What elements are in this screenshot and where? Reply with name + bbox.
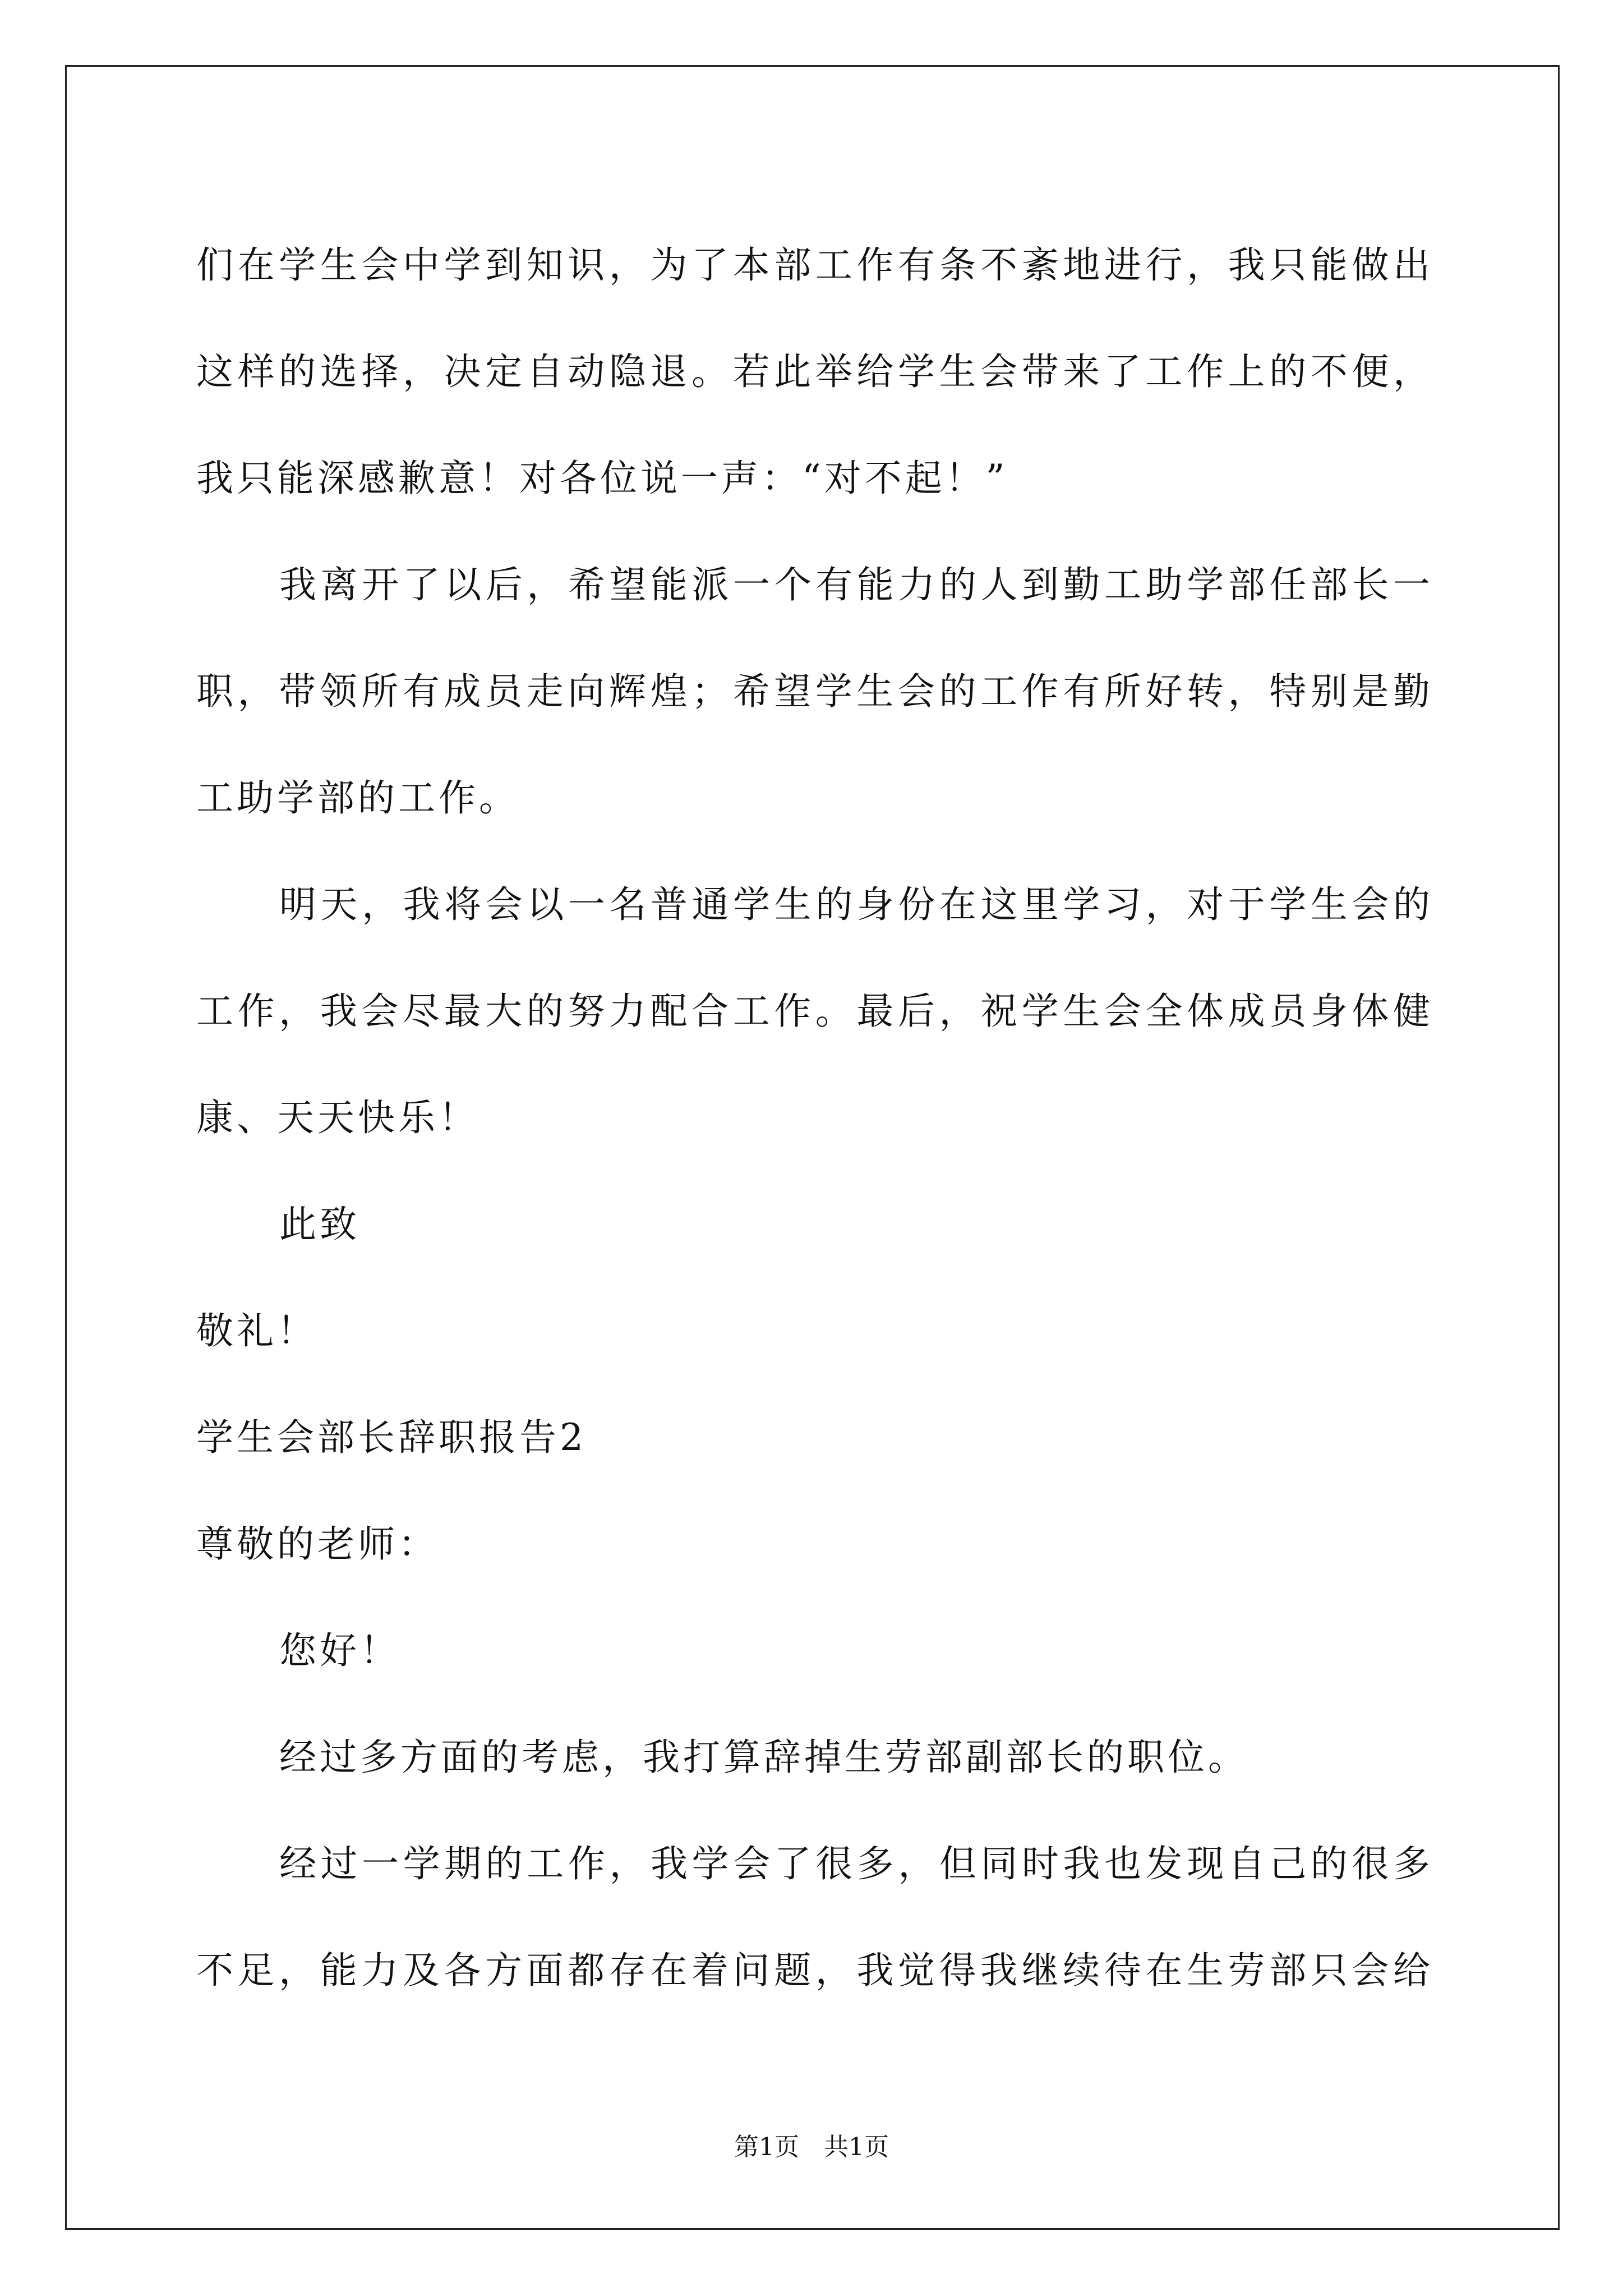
text-line: 经过多方面的考虑，我打算辞掉生劳部副部长的职位。 [279, 1736, 1248, 1779]
text-line: 工作，我会尽最大的努力配合工作。最后，祝学生会全体成员身体健 [196, 990, 1430, 1033]
closing-regards: 敬礼！ [196, 1309, 317, 1352]
greeting-recipient: 尊敬的老师： [196, 1522, 439, 1566]
text-line: 们在学生会中学到知识，为了本部工作有条不紊地进行，我只能做出 [196, 243, 1430, 287]
text-line: 职，带领所有成员走向辉煌；希望学生会的工作有所好转，特别是勤 [196, 670, 1430, 713]
text-line: 我离开了以后，希望能派一个有能力的人到勤工助学部任部长一 [279, 563, 1430, 606]
page-footer: 第1页 共1页 [734, 2133, 889, 2161]
text-line: 不足，能力及各方面都存在着问题，我觉得我继续待在生劳部只会给 [196, 1949, 1430, 1992]
greeting: 您好！ [279, 1629, 400, 1672]
text-line: 明天，我将会以一名普通学生的身份在这里学习，对于学生会的 [279, 883, 1430, 926]
closing-salutation: 此致 [279, 1203, 360, 1246]
document-body [196, 212, 1430, 2024]
text-line: 工助学部的工作。 [196, 776, 519, 820]
text-line: 这样的选择，决定自动隐退。若此举给学生会带来了工作上的不便， [196, 350, 1430, 393]
text-line: 我只能深感歉意！对各位说一声：“对不起！” [196, 457, 1008, 500]
section-title: 学生会部长辞职报告2 [196, 1416, 587, 1459]
text-line: 经过一学期的工作，我学会了很多，但同时我也发现自己的很多 [279, 1842, 1430, 1885]
text-line: 康、天天快乐！ [196, 1096, 479, 1139]
